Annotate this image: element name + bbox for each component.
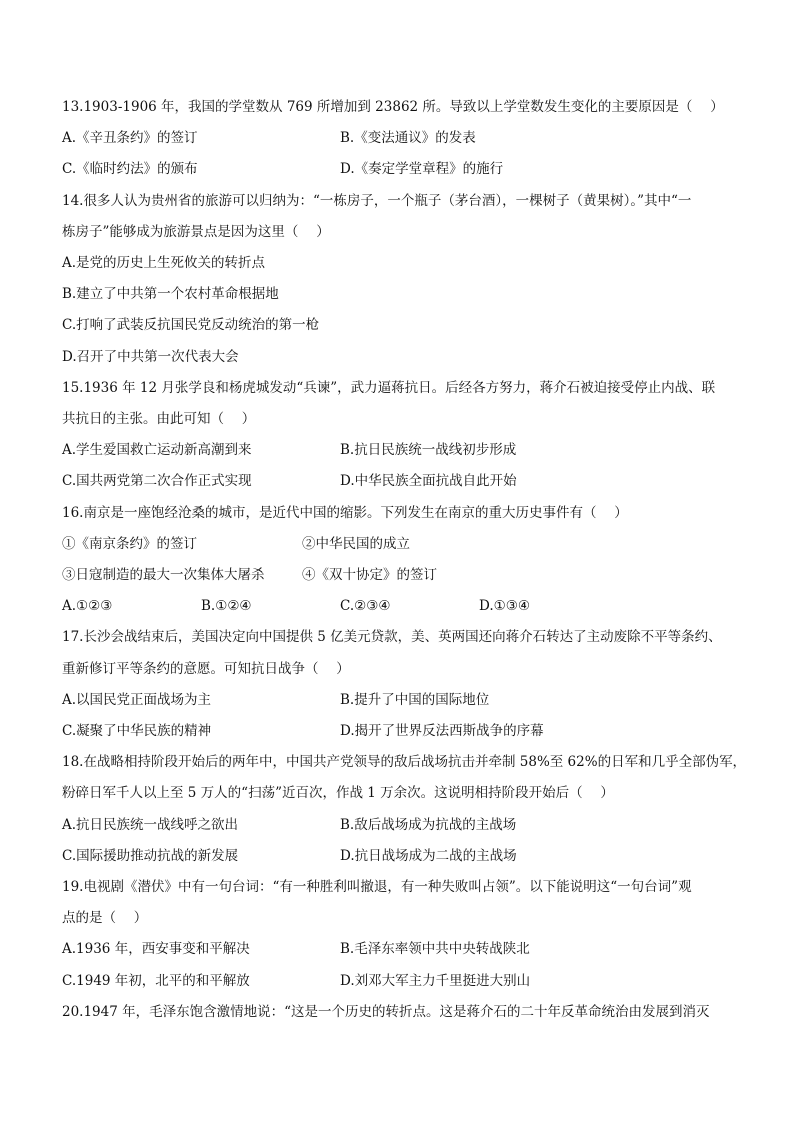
question-13-options-row-2 — [62, 154, 742, 185]
question-17-options-row-2 — [62, 716, 742, 747]
option-15-a: A.学生爱国救亡运动新高潮到来 — [62, 442, 252, 459]
question-14-stem-line-1: 14.很多人认为贵州省的旅游可以归纳为：“一栋房子，一个瓶子（茅台酒），一棵树子（黄果树）。”其中“一 — [62, 192, 692, 209]
item-16-2: ②中华民国的成立 — [302, 535, 410, 552]
question-13-stem: 13.1903-1906 年，我国的学堂数从 769 所增加到 23862 所。导致以上学堂数发生变化的主要原因是（ ） — [62, 99, 724, 115]
question-18-options-row-1 — [62, 810, 742, 841]
option-13-b: B.《变法通议》的发表 — [340, 130, 476, 147]
question-16-items-row-1 — [62, 529, 742, 560]
option-18-a: A.抗日民族统一战线呼之欲出 — [62, 816, 239, 833]
option-14-c: C.打响了武装反抗国民党反动统治的第一枪 — [62, 317, 320, 334]
question-19-stem-line-2: 点的是（ ） — [62, 910, 148, 927]
option-14-b: B.建立了中共第一个农村革命根据地 — [62, 286, 279, 303]
question-17-options-row-1 — [62, 685, 742, 716]
option-16-d: D.①③④ — [479, 598, 530, 615]
item-16-3: ③日寇制造的最大一次集体大屠杀 — [62, 567, 265, 584]
option-18-c: C.国际援助推动抗战的新发展 — [62, 847, 239, 864]
question-13-options-row-1 — [62, 123, 742, 154]
question-15-stem-line-1: 15.1936 年 12 月张学良和杨虎城发动“兵谏”，武力逼蒋抗日。后经各方努力，蒋介石被迫接受停止内战、联 — [62, 379, 716, 396]
option-16-a: A.①②③ — [62, 598, 113, 615]
exam-page — [62, 92, 747, 1028]
question-16-options-row — [62, 591, 742, 622]
option-19-b: B.毛泽东率领中共中央转战陕北 — [340, 941, 530, 958]
option-14-d: D.召开了中共第一次代表大会 — [62, 348, 239, 365]
question-19-options-row-1 — [62, 934, 742, 965]
option-19-c: C.1949 年初，北平的和平解放 — [62, 972, 250, 989]
option-13-a: A.《辛丑条约》的签订 — [62, 130, 198, 147]
option-16-c: C.②③④ — [340, 598, 391, 615]
option-17-d: D.揭开了世界反法西斯战争的序幕 — [340, 723, 544, 740]
question-18-options-row-2 — [62, 841, 742, 872]
question-15-options-row-2 — [62, 466, 742, 497]
option-15-b: B.抗日民族统一战线初步形成 — [340, 442, 517, 459]
question-14-stem-line-2: 栋房子”能够成为旅游景点是因为这里（ ） — [62, 223, 330, 240]
question-19-options-row-2 — [62, 966, 742, 997]
question-15-options-row-1 — [62, 435, 742, 466]
option-17-a: A.以国民党正面战场为主 — [62, 691, 212, 708]
question-15-stem-line-2: 共抗日的主张。由此可知（ ） — [62, 411, 256, 428]
question-17-stem-line-1: 17.长沙会战结束后，美国决定向中国提供 5 亿美元贷款，美、英两国还向蒋介石转达了主动废除不平等条约、 — [62, 629, 722, 646]
option-15-d: D.中华民族全面抗战自此开始 — [340, 473, 517, 490]
option-17-c: C.凝聚了中华民族的精神 — [62, 723, 212, 740]
option-19-d: D.刘邓大军主力千里挺进大别山 — [340, 972, 531, 989]
question-16-stem: 16.南京是一座饱经沧桑的城市，是近代中国的缩影。下列发生在南京的重大历史事件有（ ） — [62, 504, 628, 521]
question-17-stem-line-2: 重新修订平等条约的意愿。可知抗日战争（ ） — [62, 660, 350, 677]
item-16-1: ①《南京条约》的签订 — [62, 535, 197, 552]
option-16-b: B.①②④ — [201, 598, 252, 615]
option-13-d: D.《奏定学堂章程》的施行 — [340, 161, 504, 178]
question-20-stem: 20.1947 年，毛泽东饱含激情地说：“这是一个历史的转折点。这是蒋介石的二十年反革命统治由发展到消灭 — [62, 1003, 710, 1020]
question-16-items-row-2 — [62, 560, 742, 591]
option-14-a: A.是党的历史上生死攸关的转折点 — [62, 255, 266, 272]
option-18-b: B.敌后战场成为抗战的主战场 — [340, 816, 517, 833]
question-18-stem-line-1: 18.在战略相持阶段开始后的两年中，中国共产党领导的敌后战场抗击并牵制 58%至 62%的日军和几乎全部伪军， — [62, 754, 747, 771]
option-15-c: C.国共两党第二次合作正式实现 — [62, 473, 252, 490]
option-18-d: D.抗日战场成为二战的主战场 — [340, 847, 517, 864]
question-18-stem-line-2: 粉碎日军千人以上至 5 万人的“扫荡”近百次，作战 1 万余次。这说明相持阶段开始后（ ） — [62, 785, 614, 802]
item-16-4: ④《双十协定》的签订 — [302, 567, 437, 584]
question-19-stem-line-1: 19.电视剧《潜伏》中有一句台词：“有一种胜利叫撤退，有一种失败叫占领”。以下能说明这“一句台词”观 — [62, 879, 692, 896]
option-13-c: C.《临时约法》的颁布 — [62, 161, 198, 178]
option-19-a: A.1936 年，西安事变和平解决 — [62, 941, 250, 958]
option-17-b: B.提升了中国的国际地位 — [340, 691, 490, 708]
